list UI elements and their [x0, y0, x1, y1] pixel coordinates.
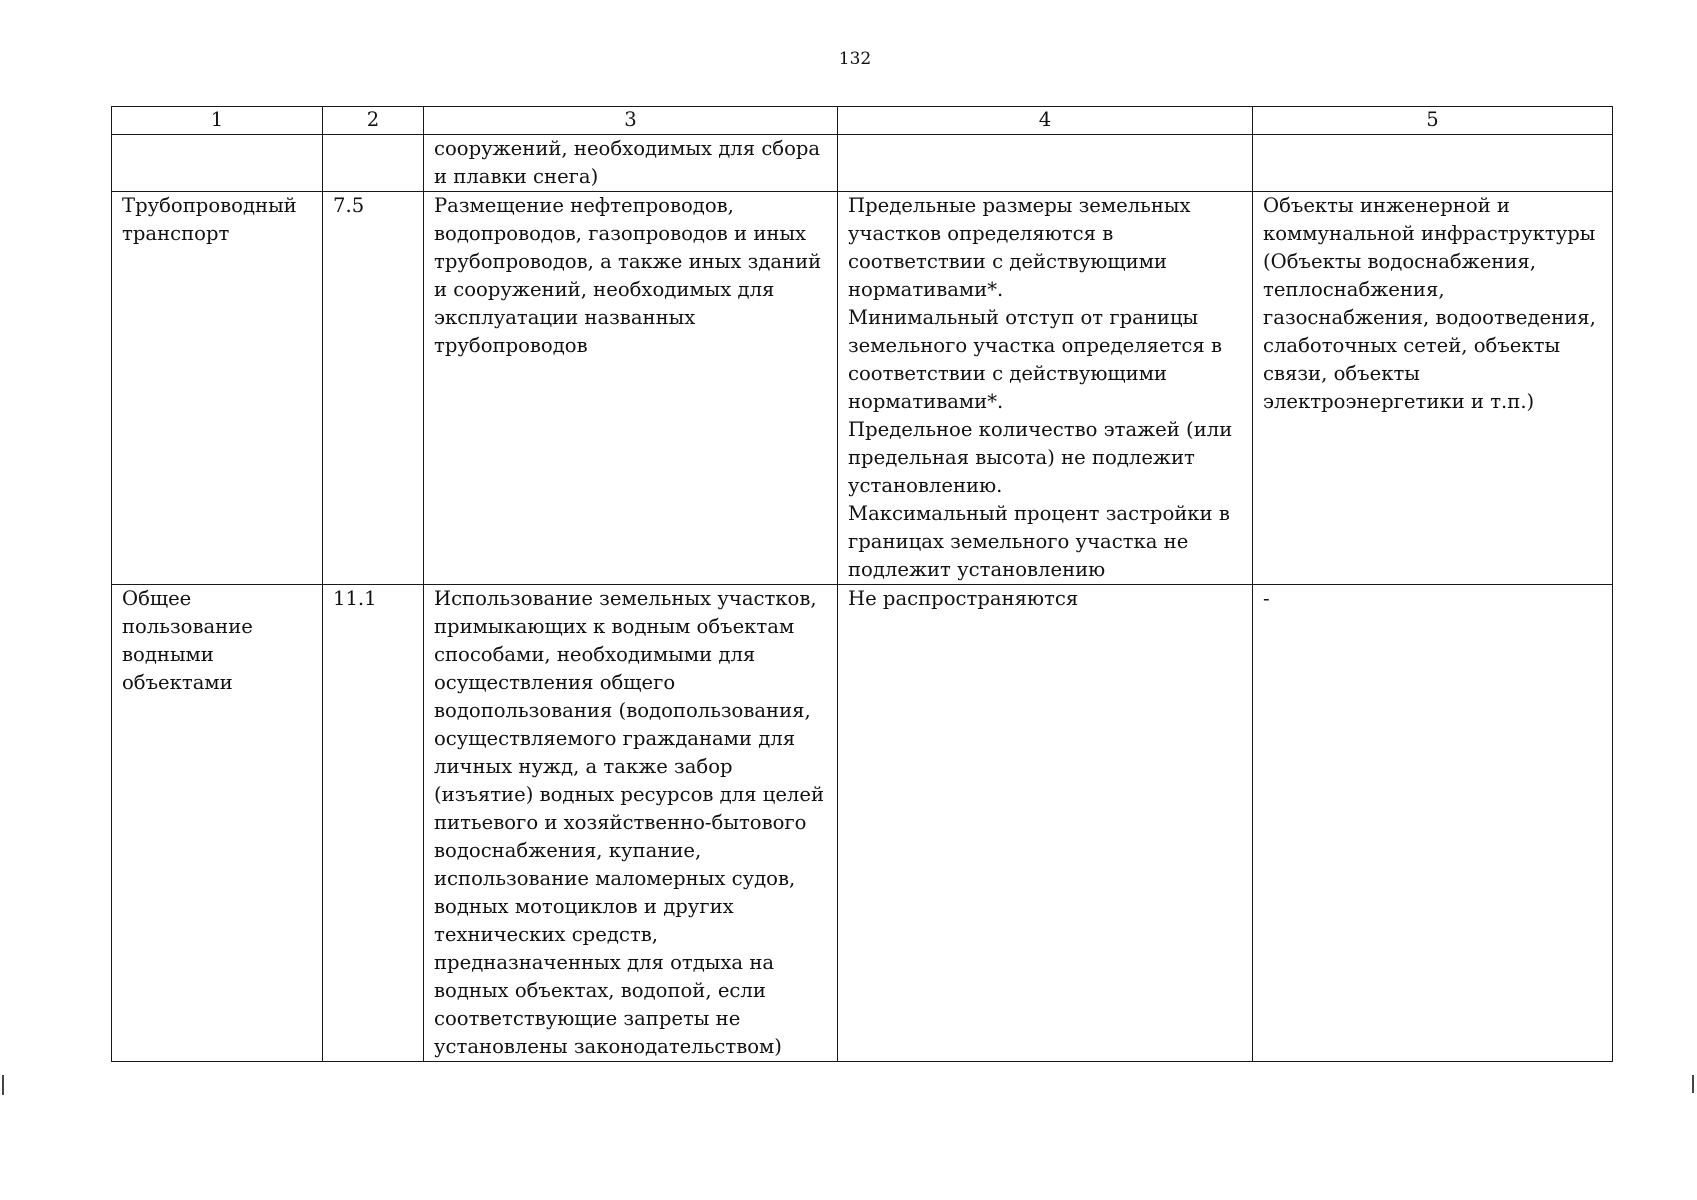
description-cell: сооружений, необходимых для сбора и плавки снега)	[424, 135, 838, 192]
code-cell: 7.5	[323, 192, 424, 585]
column-header-3: 3	[424, 107, 838, 135]
column-header-4: 4	[838, 107, 1253, 135]
scan-edge-mark-right	[1692, 1075, 1694, 1093]
column-header-5: 5	[1253, 107, 1613, 135]
parameters-cell	[838, 135, 1253, 192]
table-row	[112, 135, 1613, 192]
land-use-table	[111, 106, 1613, 1062]
parameters-cell: Предельные размеры земельных участков определяются в соответствии с действующими нормативами*. Минимальный отступ от границы земельного участка определяется в соответствии с действующими нормативами*. Предельное количество этажей (или предельная высота) не подлежит установлению. Максимальный процент застройки в границах земельного участка не подлежит установлению	[838, 192, 1253, 585]
code-cell: 11.1	[323, 585, 424, 1062]
code-cell	[323, 135, 424, 192]
description-cell: Использование земельных участков, примыкающих к водным объектам способами, необходимыми для осуществления общего водопользования (водопользования, осуществляемого гражданами для личных нужд, а также забор (изъятие) водных ресурсов для целей питьевого и хозяйственно-бытового водоснабжения, купание, использование маломерных судов, водных мотоциклов и других технических средств, предназначенных для отдыха на водных объектах, водопой, если соответствующие запреты не установлены законодательством)	[424, 585, 838, 1062]
description-cell: Размещение нефтепроводов, водопроводов, газопроводов и иных трубопроводов, а также иных зданий и сооружений, необходимых для эксплуатации названных трубопроводов	[424, 192, 838, 585]
parameters-cell: Не распространяются	[838, 585, 1253, 1062]
land-use-type-cell	[112, 135, 323, 192]
infrastructure-cell	[1253, 135, 1613, 192]
column-header-2: 2	[323, 107, 424, 135]
table-row	[112, 192, 1613, 585]
land-use-type-cell: Трубопроводный транспорт	[112, 192, 323, 585]
table-header-row	[112, 107, 1613, 135]
column-header-1: 1	[112, 107, 323, 135]
land-use-type-cell: Общее пользование водными объектами	[112, 585, 323, 1062]
infrastructure-cell: Объекты инженерной и коммунальной инфраструктуры (Объекты водоснабжения, теплоснабжения, газоснабжения, водоотведения, слаботочных сетей, объекты связи, объекты электроэнергетики и т.п.)	[1253, 192, 1613, 585]
scan-edge-mark-left	[2, 1075, 4, 1095]
page-number: 132	[838, 49, 872, 69]
table-row	[112, 585, 1613, 1062]
infrastructure-cell: -	[1253, 585, 1613, 1062]
